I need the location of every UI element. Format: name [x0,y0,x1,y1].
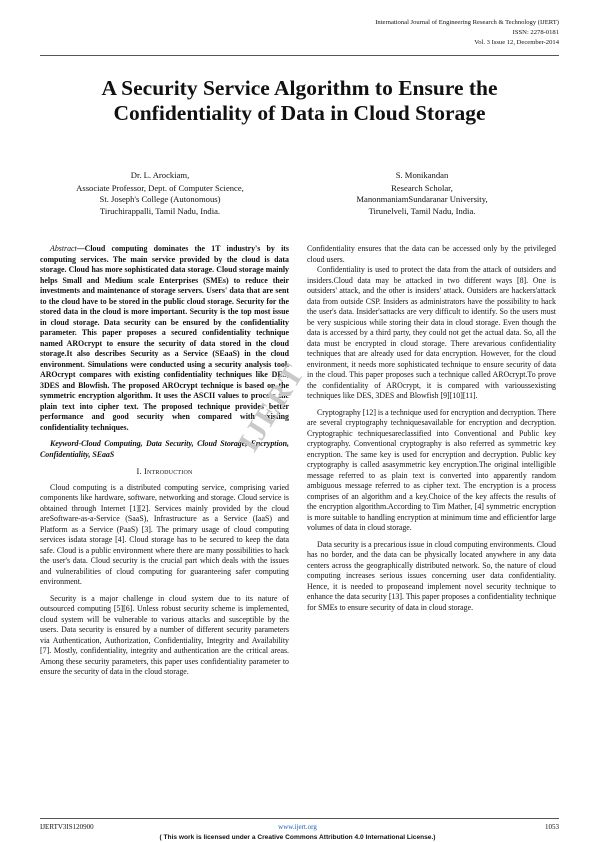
paper-title-line-1: A Security Service Algorithm to Ensure the [101,76,498,100]
right-column [307,244,556,613]
watermark: IJERT [232,357,312,458]
body-paragraph: Data security is a precarious issue in cloud computing environments. Cloud has no border, and the data can be physically located anywhere in any data centers across the geographically distributed network. So, the nature of cloud computing increases serious issues concerning user data confidentiality. Hence, it is needed to proposeand implement novel security technique to enhance the data security [13]. This paper proposes a confidentiality technique for SMEs to ensure security of data in cloud storage. [307,539,556,612]
author-name: S. Monikandan [395,170,449,180]
paper-title [40,76,559,126]
journal-issn: ISSN: 2278-0181 [512,29,559,36]
author-affiliation-line: ManonmaniamSundaranar University, [356,194,488,205]
section-number: I. [136,467,142,476]
footer-rule [40,818,559,819]
abstract-label: Abstract [50,244,77,253]
journal-header [259,18,559,48]
author-affiliation-line: St. Joseph's College (Autonomous) [99,194,221,205]
author-block-1 [40,170,280,217]
header-rule [40,55,559,56]
body-paragraph: Cryptography [12] is a technique used for encryption and decryption. There are several cryptography techniquesavailable for encryption and decryption. Cryptographic techniquesareclassified into Conventional and Public key cryptography. Conventional cryptography is also referred as symmetric key encryption. The same key is used for encryption and decryption. Public key cryptography is called asasymmetric key encryption.The original intelligible message referred to as plain text is converted into apparently random ambiguous message referred to as cipher text. The encryption is a process comprises of an algorithm and a key.Choice of the key affects the results of the encryption algorithm.According to Tim Mather, [4] symmetric encryption is more suitable to handling encryption at minimum time and efficientfor large volumes of data in cloud storage. [307,407,556,532]
keywords: Keyword-Cloud Computing, Data Security, Cloud Storage, Encryption, Confidentiality, SEaaS [40,439,289,459]
paper-title-line-2: Confidentiality of Data in Cloud Storage [113,101,486,125]
abstract [40,244,289,433]
section-title: Introduction [144,467,193,476]
journal-volume: Vol. 3 Issue 12, December-2014 [474,39,559,46]
footer-website-link[interactable]: www.ijert.org [278,823,317,831]
body-paragraph: Security is a major challenge in cloud system due to its nature of outsourced computing [5][6]. Unless robust security scheme is implemented, cloud system will be vulnerable to various attacks and susceptible by the users. Data security is ensured by a number of different security parameters via Authentication, Authorization, Confidentiality, Integrity and Availability [7]. Mostly, confidentiality, integrity and authentication are the critical areas. Among these security parameters, this paper uses confidentiality parameter to ensure the security of data in the cloud storage. [40,593,289,676]
footer-paper-id: IJERTV3IS120900 [40,823,94,831]
author-affiliation-line: Tiruchirappalli, Tamil Nadu, India. [99,205,221,216]
section-heading [40,467,289,478]
author-affiliation-line: Tirunelveli, Tamil Nadu, India. [368,205,476,216]
abstract-text: —Cloud computing dominates the 1T industry's by its computing services. The main service provided by the cloud is data storage. Cloud has more sophisticated data storage. Cloud storage mainly helps Small and Medium scale Enterprises (SMEs) to reduce their investments and maintenance of storage servers. Users' data that are sent to the cloud have to be stored in the public cloud storage. Security for the stored data in the cloud is more important. Security is the top most issue in cloud storage. Data security can be ensured by the confidentiality parameter. This paper proposes a secured confidentiality technique named AROcrypt to ensure the security of data stored in the cloud storage.It also describes Security as a Service (SEaaS) in the cloud environment. Simulations were conducted using a security analysis tool. AROcrypt compares with existing confidentiality techniques like DES, 3DES and Blowfish. The proposed AROcrypt technique is based on the symmetric encryption algorithm. It uses the ASCII values to process the plain text into cipher text. The proposed technique provides better performance and good security when compared with existing confidentiality techniques. [40,244,289,432]
footer-page-number: 1053 [545,823,559,831]
author-affiliation-line: Associate Professor, Dept. of Computer Science, [76,183,244,194]
author-affiliation-line: Research Scholar, [391,183,453,194]
left-column [40,244,289,678]
body-paragraph: Confidentiality is used to protect the data from the attack of outsiders and insiders.Cloud data may be attacked in two different ways [8]. One is outsiders' attack, and the other is insiders' attack. Outsiders are hackers'attack data from outside CSP. Insiders as administrators have the possibility to hack the user's data. Insider'sattacks are very difficult to identify. So the users must be very suspicious while storing their data in cloud storage. Even though the data is accessed by a third party, they could not get the actual data. So, all the data must be encrypted in cloud storage. There arevarious confidentiality techniques that are already used for data encryption. However, for the cloud environment, it needs more sophisticated technique to ensure security of data in the cloud. This paper proposes such a technique called AROcrypt.To prove the confidentiality of AROcrypt, it is compared with varioussexisting techniques like DES, 3DES and Blowfish [9][10][11]. [307,265,556,400]
body-paragraph: Confidentiality ensures that the data can be accessed only by the privileged cloud users. [307,244,556,264]
author-block-2 [302,170,542,217]
body-paragraph: Cloud computing is a distributed computing service, comprising varied components like hardware, software, networking and storage. Cloud service is obtained through Internet [1][2]. Services mainly provided by the cloud areSoftware-as-a-Service (SaaS), Infrastructure as a Service (IaaS) and Platform as a Service (PaaS) [3]. The primary usage of cloud computing services isdata storage [4]. Cloud storage has to be secured to keep the data safe. Cloud is a public environment where there are many possibilities to hack the user's data. Cloud security is the crucial part which deals with the issues and vulnerabilities of cloud computing for guaranteeing safer computing environment. [40,482,289,586]
journal-name: International Journal of Engineering Research & Technology (IJERT) [375,19,559,26]
author-name: Dr. L. Arockiam, [130,170,190,180]
license-notice: ( This work is licensed under a Creative Commons Attribution 4.0 International License.) [159,834,436,841]
